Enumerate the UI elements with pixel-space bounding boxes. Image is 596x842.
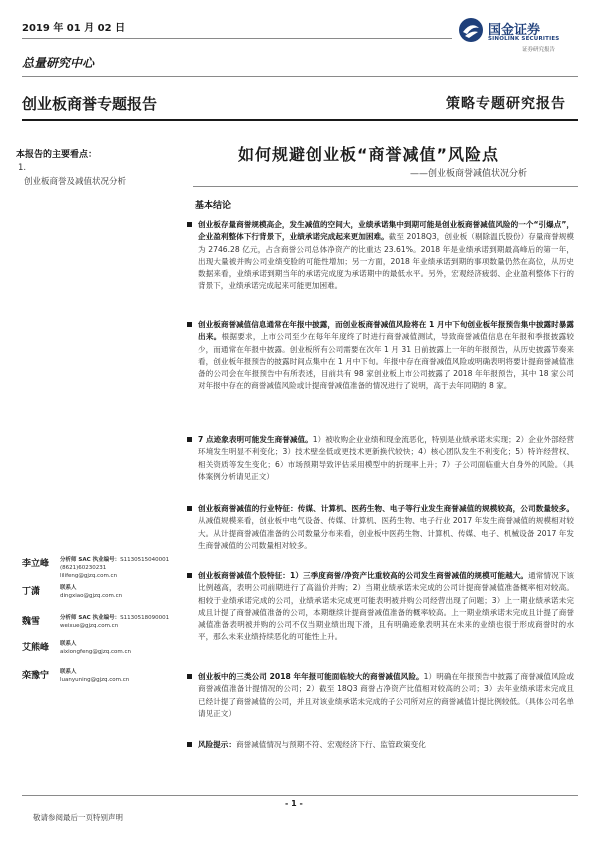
company-logo xyxy=(458,17,578,57)
report-subtitle: ——创业板商誉减值状况分析 xyxy=(410,169,528,179)
paragraph-lead: 创业板商誉减值个股特征：1）三季度商誉/净资产比重较高的公司发生商誉减值的规模可能越大。 xyxy=(198,571,529,580)
sidebar-heading: 本报告的主要看点： xyxy=(16,150,98,160)
header-divider-top xyxy=(22,38,452,39)
analyst-email[interactable]: aixiongfeng@gjzq.com.cn xyxy=(60,649,131,655)
header-divider-thick xyxy=(22,119,578,121)
bullet-marker xyxy=(187,573,192,578)
analyst-email[interactable]: weixue@gjzq.com.cn xyxy=(60,623,119,629)
analyst-license: S1130515040001 xyxy=(120,557,170,563)
paragraph-lead: 创业板中的三类公司 2018 年年报可能面临较大的商誉减值风险。 xyxy=(198,672,424,681)
footer-divider xyxy=(22,795,578,796)
analyst-info xyxy=(60,556,169,580)
analyst-info xyxy=(60,668,129,684)
paragraph-body: 通常情况下该比例越高，表明公司前期进行了高溢价并购；2）当期业绩承诺未完成的公司计提商誉减值准备概率相对较高。相较于业绩承诺完成的公司，业绩承诺未完成更可能表明被并购公司经营出现了问题；3）上一期业绩承诺未完成且计提了商誉减值准备的公司，本期继续计提商誉减值准备的概率较高。上一期业绩承诺未完成且计提了商誉减值准备表明被并购的公司不仅当期业绩出现下滑，且有明确迹象表明其在未来的业绩也很于形成商誉时的水平，那么未来业绩持续恶化的可能性上升。 xyxy=(198,571,574,642)
analyst-name: 丁潇 xyxy=(22,587,41,597)
paragraph-body: 截至 2018Q3，创业板（剔除温氏股份）存量商誉规模为 2746.28 亿元，占含商誉公司总体净资产的比重达 23.61%。2018 年是业绩承诺到期最高峰后的第一年，出现大量被并购公司业绩变脸的可能性增加；另一方面，2018 年业绩承诺到期的事项数量仍然在高位，从历史数据来看，业绩承诺到期当年的承诺完成度为承诺期中的最低水平。另外，宏观经济疲弱、企业盈利整体下行的背景下，业绩承诺完成起来可能更加困难。 xyxy=(198,232,575,291)
paragraph-lead: 创业板商誉减值信息通常在年报中披露，而创业板商誉减值风险将在 1 月中下旬创业板年报预告集中披露时暴露出来。 xyxy=(198,320,574,342)
paragraph-body: 根据要求，上市公司至少在每年年度终了时进行商誉减值测试，导致商誉减值信息在年报和季报披露较少，而通常在年报中披露。创业板所有公司需要在次年 1 月 31 日前披露上一年的年报预告，从历史披露节奏来看，创业板年报预告的披露时间点集中在 1 月中下旬。年报中存在商誉减值风险或明确表明将要计提商誉减值准备的公司会在年报预告中有所表述，目前共有 98 家创业板上市公司披露了 2018 年年报预告，其中 18 家公司对年报中存在的商誉减值风险或计提商誉减值准备的情况进行了说明，高于去年同期的 8 家。 xyxy=(198,332,574,391)
report-title: 如何规避创业板“商誉减值”风险点 xyxy=(238,145,500,164)
conclusion-paragraph xyxy=(198,434,574,483)
sidebar-item-num: 1. xyxy=(18,163,27,173)
analyst-license: S1130518090001 xyxy=(120,615,170,621)
analyst-email[interactable]: dingxiao@gjzq.com.cn xyxy=(60,593,123,599)
conclusion-paragraph xyxy=(198,319,574,393)
analyst-info xyxy=(60,614,169,630)
bullet-marker xyxy=(187,742,192,747)
analyst-name: 艾熊峰 xyxy=(22,643,50,653)
logo-name-cn: 国金证券 xyxy=(488,23,541,38)
paragraph-lead: 7 点迹象表明可能发生商誉减值。 xyxy=(198,435,313,444)
bullet-marker xyxy=(187,322,192,327)
research-team: 总量研究中心 xyxy=(22,56,95,70)
bullet-marker xyxy=(187,674,192,679)
analyst-role: 联系人 xyxy=(60,641,77,647)
conclusion-paragraph xyxy=(198,503,574,552)
analyst-name: 魏雪 xyxy=(22,617,41,627)
logo-name-en: SINOLINK SECURITIES xyxy=(488,36,560,42)
section-title: 基本结论 xyxy=(195,201,232,211)
sidebar-item xyxy=(18,161,148,189)
analyst-phone: (8621)60230231 xyxy=(60,565,107,571)
analyst-role: 分析师 SAC 执业编号： xyxy=(60,557,121,563)
analyst-name: 李立峰 xyxy=(22,559,50,569)
analyst-email[interactable]: luanyuning@gjzq.com.cn xyxy=(60,677,130,683)
bullet-marker xyxy=(187,437,192,442)
sidebar-item-text: 创业板商誉及减值状况分析 xyxy=(24,177,127,187)
analyst-role: 联系人 xyxy=(60,669,77,675)
conclusion-paragraph xyxy=(198,671,574,720)
conclusion-paragraph xyxy=(198,219,574,293)
logo-tagline: 证券研究报告 xyxy=(522,47,556,53)
analyst-name: 栾豫宁 xyxy=(22,671,50,681)
paragraph-lead: 创业板商誉减值的行业特征：传媒、计算机、医药生物、电子等行业发生商誉减值的规模较高，公司数量较多。 xyxy=(198,504,574,513)
report-category: 策略专题研究报告 xyxy=(446,96,566,112)
sinolink-logo-icon xyxy=(458,17,484,43)
analyst-info xyxy=(60,640,131,656)
paragraph-body: 从减值规模来看，创业板中电气设备、传媒、计算机、医药生物、电子行业 2017 年发生商誉减值的规模相对较大。从计提商誉减值准备的公司数量分布来看，创业板中医药生物、计算机、传媒、电子、机械设备 2017 年发生商誉减值的公司数量相对较多。 xyxy=(198,516,574,550)
title-divider xyxy=(193,186,578,187)
bullet-marker xyxy=(187,506,192,511)
analyst-role: 分析师 SAC 执业编号： xyxy=(60,615,121,621)
bullet-marker xyxy=(187,222,192,227)
page-number: - 1 - xyxy=(285,799,303,808)
paragraph-body: 1）被收购企业业绩和现金流恶化，特别是业绩承诺未实现；2）企业外部经营环境发生明显不利变化；3）技术壁垒低或更技术更新换代较快；4）核心团队发生不利变化；5）特许经营权、相关资质等发生变化；6）市场预期导致评估采用模型中的折现率上升；7）子公司面临重大自身外的风险。（具体案例分析请见正文） xyxy=(198,435,574,481)
conclusion-paragraph xyxy=(198,739,574,751)
footer-disclaimer[interactable]: 敬请参阅最后一页特别声明 xyxy=(33,813,123,822)
analyst-role: 联系人 xyxy=(60,585,77,591)
header-divider-mid xyxy=(22,76,578,77)
report-type: 创业板商誉专题报告 xyxy=(22,95,158,113)
paragraph-lead: 风险提示： xyxy=(198,740,236,749)
report-date: 2019 年 01 月 02 日 xyxy=(22,23,126,34)
paragraph-lead: 创业板存量商誉规模高企，发生减值的空间大，业绩承诺集中到期可能是创业板商誉减值风险的一个“引爆点”，企业盈利整体下行背景下，业绩承诺完成起来更加困难。 xyxy=(198,220,574,242)
analyst-info xyxy=(60,584,122,600)
paragraph-body: 1）明确在年报预告中披露了商誉减值风险或商誉减值准备计提情况的公司；2）截至 18Q3 商誉占净资产比值相对较高的公司；3）去年业绩承诺未完成且已经计提了商誉减值的公司，并且对该业绩承诺未完成的子公司所对应的商誉减值计提比例较低。（具体公司名单请见正文） xyxy=(198,672,574,718)
conclusion-paragraph xyxy=(198,570,574,644)
paragraph-body: 商誉减值情况与预期不符、宏观经济下行、监管政策变化 xyxy=(235,740,426,749)
analyst-email[interactable]: lilifeng@gjzq.com.cn xyxy=(60,573,118,579)
